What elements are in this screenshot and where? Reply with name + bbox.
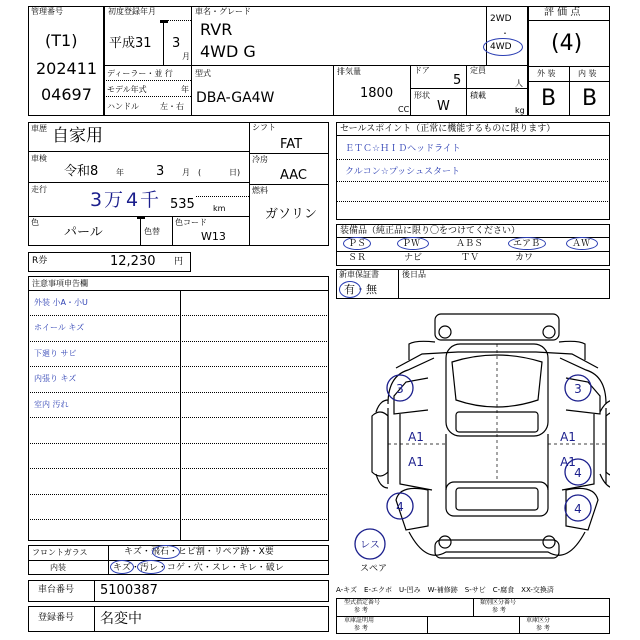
mgmt-line3: 04697 [41,85,92,104]
ext-grade: B [541,86,557,111]
car-name: RVR [200,20,233,39]
fuel-label: 燃料 [252,186,268,195]
sales-item-2: クルコン☆プッシュスタート [345,167,460,177]
equip-tv: ＴＶ [461,253,480,263]
inspection-era-unit: 年 [116,168,124,177]
handle-value: 左・右 [160,102,184,111]
car-grade: 4WD G [200,42,256,61]
drive-2wd: 2WD [490,14,512,24]
model-year-unit: 年 [181,85,189,94]
inspection-month: 3 [156,164,165,179]
inspection-era: 令和8 [64,164,99,179]
color-change-label: 色替 [144,227,160,236]
drive-4wd-circle [483,38,523,56]
inspection-paren: ( [198,168,202,177]
equip-sr: ＳＲ [348,253,367,263]
warranty-value: 有・無 [344,283,377,296]
equip-pw-circle [397,237,429,250]
displacement-value: 1800 [360,86,394,101]
damage-legend: A-キズ E-エクボ U-凹み W-補修跡 S-サビ C-腐食 XX-交換済 [336,586,554,594]
load-label: 積載 [470,91,486,100]
footer-d: 車庫証明用 [344,617,375,624]
type-label: 型式 [195,69,211,78]
mgmt-label: 管理番号 [31,7,63,16]
footer-c: 参 考 [354,607,368,614]
load-unit: kg [515,106,525,115]
reg-era: 平成31 [109,36,152,51]
warranty-label: 新車保証書 [339,270,379,279]
equip-abs: ＡＢＳ [456,239,484,249]
inspection-label: 車検 [31,154,47,163]
damage-mark: A1 [408,430,424,444]
displacement-unit: CC [398,105,410,114]
chassis-label: 車台番号 [38,585,75,595]
notes-rule [28,341,329,342]
footer-b: 類別区分番号 [480,599,517,606]
sales-item-1: ＥＴＣ☆ＨＩＤヘッドライト [345,144,461,154]
notes-rule [28,315,329,316]
warranty-circle [339,281,361,298]
shape-value: W [437,99,450,114]
mileage-rest: 535 [170,197,195,212]
sales-label: セールスポイント（正常に機能するものに限ります） [340,124,556,134]
footer-f: 車庫区分 [526,617,551,624]
int-grade: B [582,86,598,111]
notes-rule [28,468,329,469]
notes-rule [28,494,329,495]
notes-rule [28,366,329,367]
damage-mark: 3 [574,382,582,396]
fuel-value: ガソリン [265,207,318,222]
chassis-value: 5100387 [100,583,158,598]
equip-leather: カワ [515,253,534,263]
note-item: ホイール キズ [34,323,85,332]
vehicle-box [104,6,528,116]
aircon-label: 冷房 [252,155,268,164]
damage-mark: 4 [574,502,582,516]
mileage-sen-unit: 千 [140,189,160,211]
interior-value: キズ・汚レ・コゲ・穴・スレ・キレ・破レ [113,563,284,573]
note-item: 室内 汚れ [34,400,69,409]
equip-airbag: エアＢ [513,239,541,249]
shift-value: FAT [280,137,303,152]
handle-label: ハンドル [107,102,139,111]
capacity-label: 定員 [470,66,486,75]
mileage-sen: 4 [126,189,139,211]
notes-rule [28,519,329,520]
shape-label: 形状 [414,91,430,100]
inspection-day: 日) [229,168,241,177]
damage-mark: A1 [408,455,424,469]
damage-mark: A1 [560,430,576,444]
note-item: 内張り キズ [34,374,77,383]
aircon-value: AAC [280,168,307,183]
footer-g: 参 考 [536,625,550,632]
damage-mark: A1 [560,455,576,469]
car-label: 車名・グレード [195,7,251,16]
regno-label: 登録番号 [38,613,75,623]
equip-pw: ＰＷ [402,239,421,249]
int-label: 内 装 [578,69,597,78]
capacity-unit: 人 [515,79,523,88]
doors-value: 5 [453,73,462,88]
notes-rule [28,417,329,418]
mileage-unit: km [213,204,226,213]
mgmt-line1: (T1) [45,31,78,50]
recycle-value: 12,230 [110,254,156,269]
usage-value: 自家用 [52,126,103,146]
interior-circle-2 [137,560,165,574]
equip-aw-circle [566,237,598,250]
footer-a: 型式指定番号 [344,599,381,606]
footer-e: 参 考 [492,607,506,614]
equip-navi: ナビ [404,253,423,263]
glass-value: キズ・飛石・ヒビ割・リペア跡・X要 [124,547,274,557]
dealer-label: ディーラー・並 行 [107,69,173,78]
damage-mark: 3 [396,382,404,396]
notes-rule [28,443,329,444]
after-item-label: 後日品 [402,270,426,279]
mgmt-line2: 202411 [36,59,98,78]
note-item: 下廻り サビ [34,349,77,358]
equip-airbag-circle [508,237,546,250]
mileage-man: 3 [90,189,103,211]
doors-label: ドア [414,66,430,75]
ext-label: 外 装 [537,69,556,78]
grade-label: 評 価 点 [544,7,581,18]
equip-ps-circle [343,237,371,250]
equip-aw: ＡＷ [572,239,591,249]
interior-circle-1 [110,560,134,574]
mileage-man-unit: 万 [104,189,124,211]
drive-dot: ・ [501,29,509,38]
mileage-label: 走行 [31,185,47,194]
recycle-unit: 円 [174,257,184,267]
model-year-label: モデル年式 [107,85,147,94]
note-item: 外装 小A・小U [34,298,88,307]
recycle-label: R券 [32,256,48,266]
notes-rule [28,392,329,393]
usage-label: 車歴 [31,124,47,133]
shift-label: シフト [252,123,276,132]
interior-label: 内装 [50,563,66,572]
color-value: パール [64,225,103,240]
color-label: 色 [31,218,39,227]
color-code: W13 [201,230,226,243]
notes-label: 注意事項申告欄 [32,279,88,288]
inspection-month-unit: 月 [182,168,190,177]
spare-rez: レス [360,540,380,551]
type-value: DBA-GA4W [196,90,275,106]
drive-4wd: 4WD [490,42,512,52]
color-code-label: 色コード [175,218,207,227]
glass-label: フロントガラス [32,548,88,557]
grade-value: (4) [551,31,583,56]
glass-circle [152,545,180,559]
damage-mark: 4 [574,466,582,480]
reg-month: 3 [172,36,181,51]
reg-month-unit: 月 [182,52,190,61]
equipment-label: 装備品（純正品に限り〇をつけてください） [340,226,521,236]
footer-e2: 参 考 [354,625,368,632]
car-diagram [336,304,610,578]
damage-mark: 4 [396,500,404,514]
displacement-label: 排気量 [337,67,361,76]
regno-value: 名変中 [100,611,142,627]
reg-label: 初度登録年月 [108,7,156,16]
spare-label: スペア [360,564,388,574]
equip-ps: ＰＳ [348,239,367,249]
